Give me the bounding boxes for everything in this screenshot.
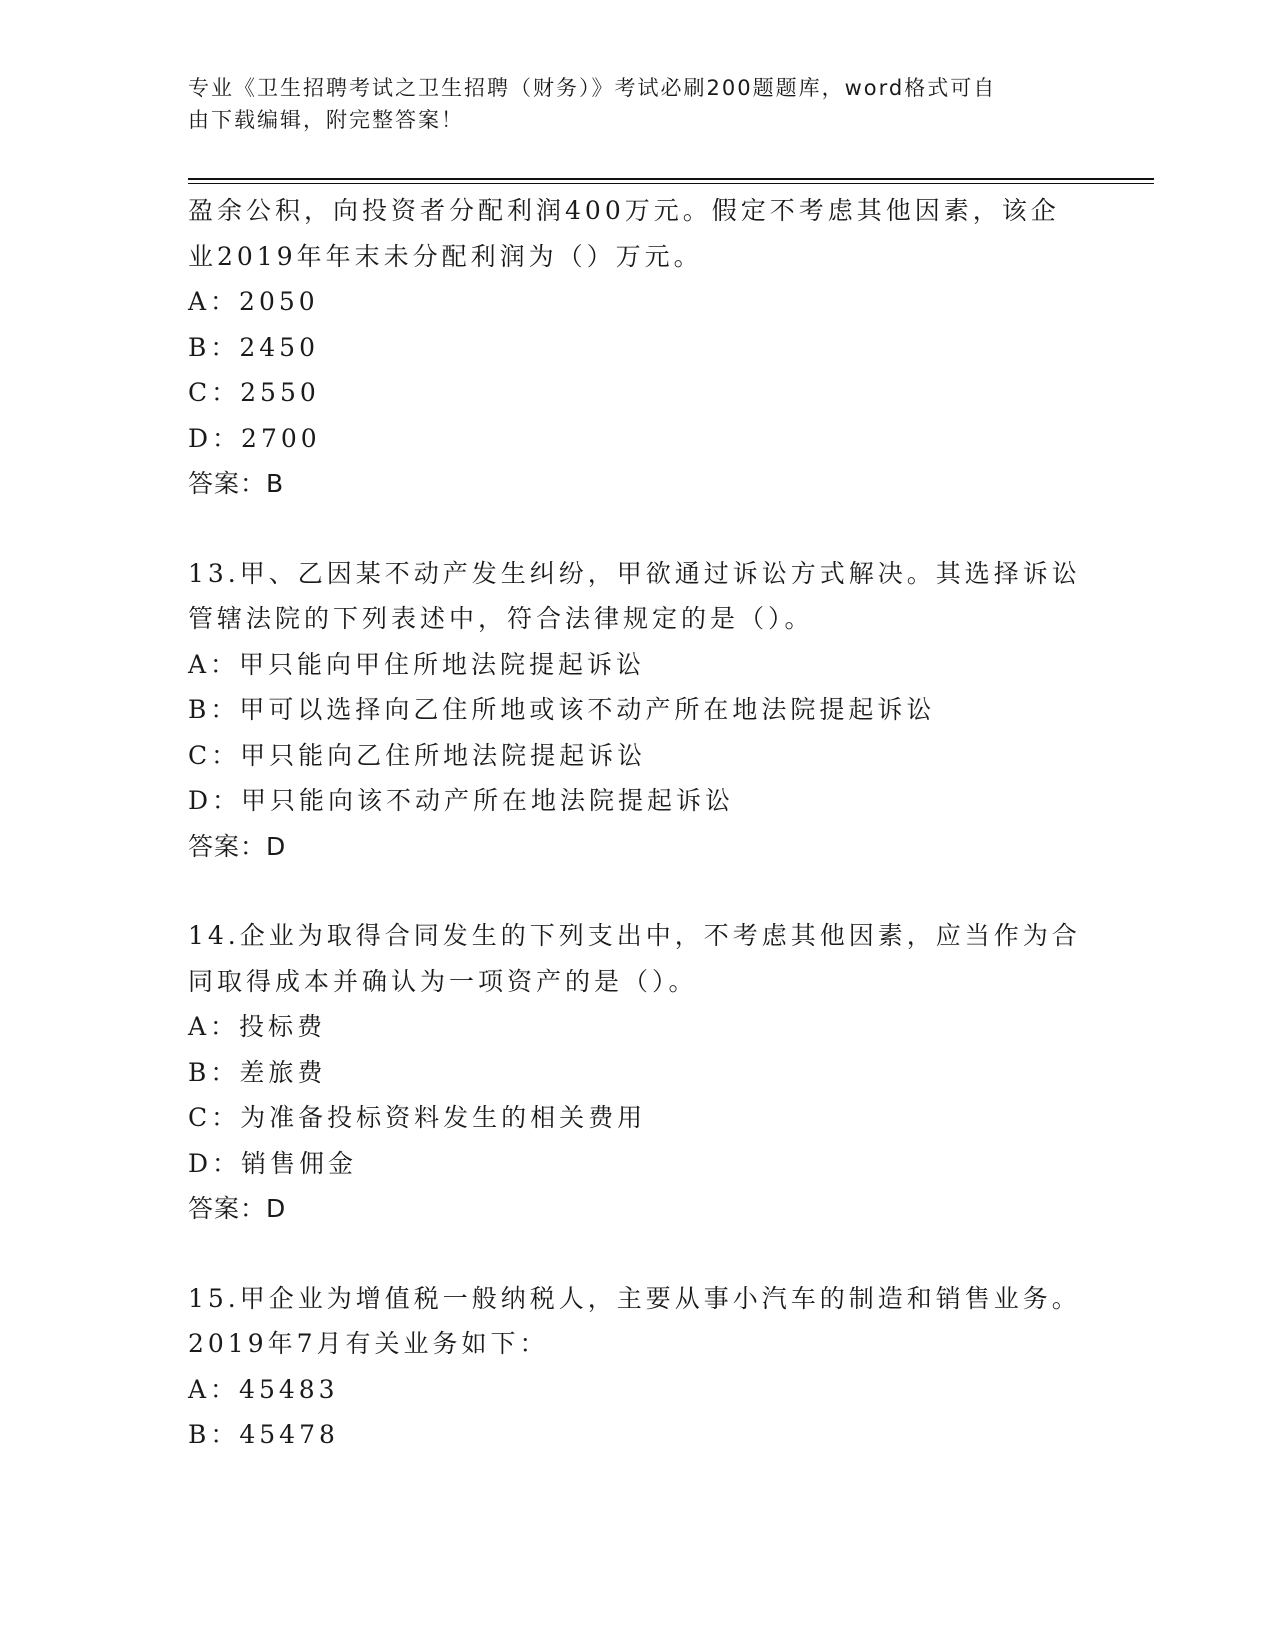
question-list xyxy=(188,188,1088,1458)
question-15 xyxy=(188,1276,1088,1458)
option-d: D：甲只能向该不动产所在地法院提起诉讼 xyxy=(188,786,735,815)
option-d: D：销售佣金 xyxy=(188,1148,358,1178)
question-text-line: 盈余公积，向投资者分配利润400万元。假定不考虑其他因素，该企 xyxy=(188,196,1060,225)
header-line-2: 由下载编辑，附完整答案！ xyxy=(188,108,464,132)
question-continued xyxy=(188,188,1088,507)
answer-label: 答案：B xyxy=(188,469,285,498)
option-b: B：甲可以选择向乙住所地或该不动产所在地法院提起诉讼 xyxy=(188,695,936,724)
option-d: D：2700 xyxy=(188,423,321,453)
option-c: C：甲只能向乙住所地法院提起诉讼 xyxy=(188,740,647,770)
question-text-line: 业2019年年末未分配利润为（）万元。 xyxy=(188,241,703,271)
document-header xyxy=(188,72,1068,136)
option-c: C：2550 xyxy=(188,378,320,407)
option-c: C：为准备投标资料发生的相关费用 xyxy=(188,1103,647,1132)
header-line-1: 专业《卫生招聘考试之卫生招聘（财务）》考试必刷200题题库，word格式可自 xyxy=(188,76,997,100)
answer-label: 答案：D xyxy=(188,1194,287,1223)
header-divider xyxy=(188,178,1154,184)
spacer xyxy=(188,507,1088,551)
question-14 xyxy=(188,913,1088,1232)
spacer xyxy=(188,869,1088,913)
question-text-line: 13.甲、乙因某不动产发生纠纷，甲欲通过诉讼方式解决。其选择诉讼 xyxy=(188,558,1081,588)
option-a: A：投标费 xyxy=(188,1012,327,1041)
option-b: B：45478 xyxy=(188,1420,339,1449)
option-b: B：2450 xyxy=(188,332,319,362)
option-a: A：2050 xyxy=(188,287,319,316)
question-text-line: 15.甲企业为增值税一般纳税人，主要从事小汽车的制造和销售业务。 xyxy=(188,1283,1081,1313)
question-13 xyxy=(188,551,1088,870)
question-text-line: 2019年7月有关业务如下： xyxy=(188,1329,549,1358)
question-text-line: 同取得成本并确认为一项资产的是（）。 xyxy=(188,966,698,996)
answer-label: 答案：D xyxy=(188,831,287,861)
option-a: A：甲只能向甲住所地法院提起诉讼 xyxy=(188,649,646,679)
option-b: B：差旅费 xyxy=(188,1057,327,1087)
spacer xyxy=(188,1232,1088,1276)
question-text-line: 管辖法院的下列表述中，符合法律规定的是（）。 xyxy=(188,604,814,633)
option-a: A：45483 xyxy=(188,1374,339,1404)
question-text-line: 14.企业为取得合同发生的下列支出中，不考虑其他因素，应当作为合 xyxy=(188,921,1081,950)
